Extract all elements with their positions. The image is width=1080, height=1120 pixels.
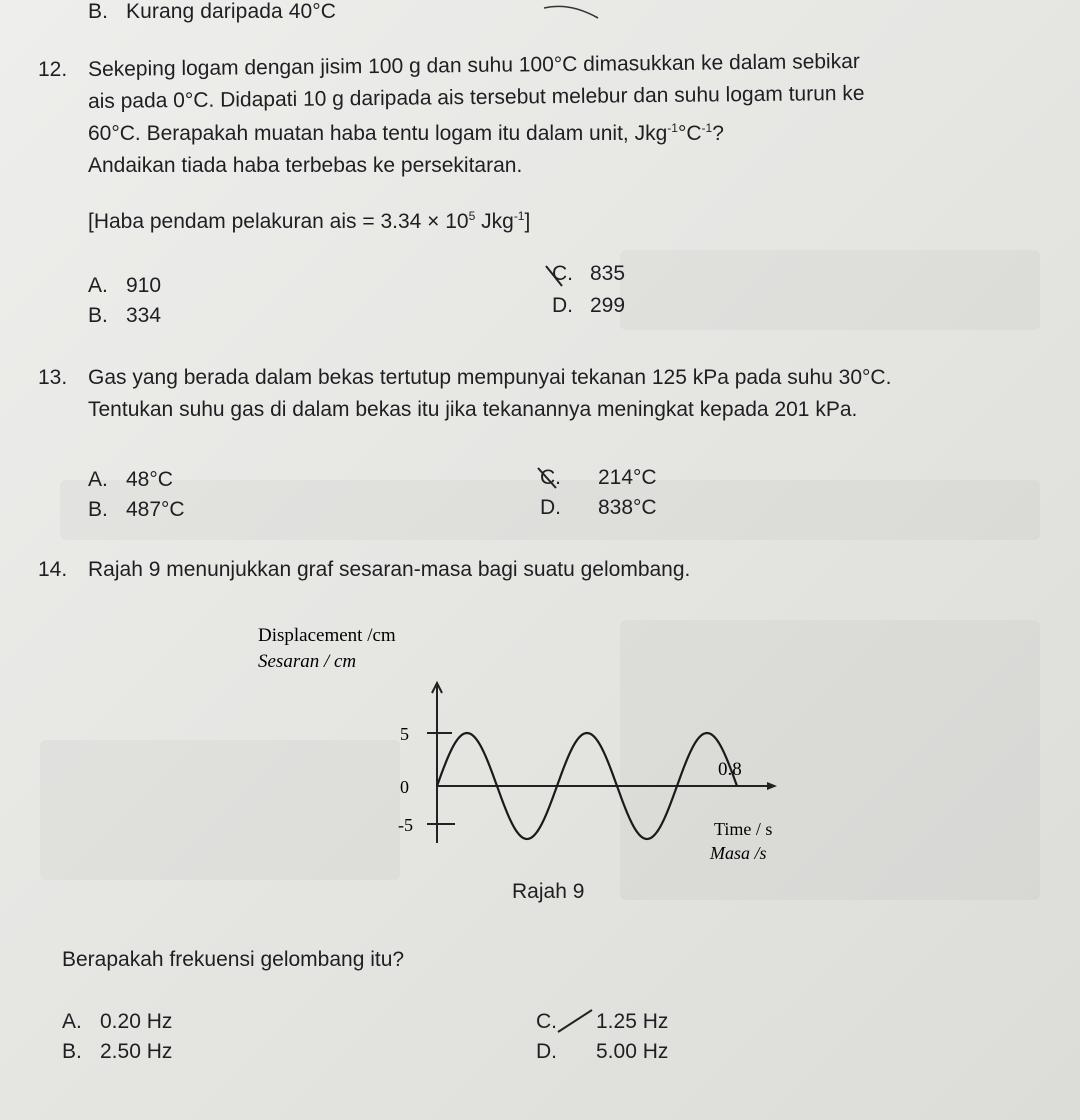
text-part: 60°C. Berapakah muatan haba tentu logam itu dalam unit, Jkg xyxy=(88,122,668,145)
option-a[interactable] xyxy=(88,468,173,492)
option-letter: C. xyxy=(552,262,573,285)
option-text: 48°C xyxy=(126,468,173,491)
option-text: 334 xyxy=(126,304,162,327)
option-text: 835 xyxy=(590,262,626,285)
option-letter: A. xyxy=(88,468,108,491)
displacement-time-graph xyxy=(240,615,800,875)
text-part: ] xyxy=(524,210,531,233)
question-text-line xyxy=(88,122,724,146)
text-part: [Haba pendam pelakuran ais = 3.34 × 10 xyxy=(88,210,469,233)
text-part: Jkg xyxy=(475,210,514,233)
tick-label-0: 0 xyxy=(400,777,409,797)
option-text: 299 xyxy=(590,294,626,317)
option-b[interactable] xyxy=(88,304,161,328)
option-text: 0.20 Hz xyxy=(100,1010,173,1033)
option-letter: D. xyxy=(540,496,561,519)
figure-caption: Rajah 9 xyxy=(512,880,585,903)
option-b[interactable] xyxy=(88,498,185,522)
option-text: 2.50 Hz xyxy=(100,1040,173,1063)
option-text: Kurang daripada 40°C xyxy=(126,0,337,23)
text-part: ? xyxy=(712,122,724,145)
question-text-line: Berapakah frekuensi gelombang itu? xyxy=(62,948,405,971)
question-text-line: Andaikan tiada haba terbebas ke persekitaran. xyxy=(88,154,523,177)
pen-mark-q13 xyxy=(530,462,570,502)
question-number: 14. xyxy=(38,558,68,581)
option-text: 487°C xyxy=(126,498,185,521)
option-letter: B. xyxy=(88,0,109,23)
question-text-line: Gas yang berada dalam bekas tertutup mempunyai tekanan 125 kPa pada suhu 30°C. xyxy=(88,366,892,389)
option-letter: B. xyxy=(62,1040,82,1063)
option-a[interactable] xyxy=(62,1010,172,1034)
superscript: -1 xyxy=(701,121,713,135)
superscript: -1 xyxy=(513,209,525,223)
pen-mark-q12 xyxy=(540,260,580,300)
option-letter: A. xyxy=(62,1010,82,1033)
option-letter: D. xyxy=(536,1040,557,1063)
y-axis-label-en: Displacement /cm xyxy=(258,625,396,646)
question-text-line: Sekeping logam dengan jisim 100 g dan suhu 100°C dimasukkan ke dalam sebikar xyxy=(87,49,860,81)
option-letter: C. xyxy=(536,1010,557,1033)
option-text: 1.25 Hz xyxy=(596,1010,669,1033)
text-part: °C xyxy=(677,122,702,145)
question-text-line: Rajah 9 menunjukkan graf sesaran-masa bagi suatu gelombang. xyxy=(88,558,691,581)
x-axis-label-ms: Masa /s xyxy=(710,843,767,863)
x-marker-label: 0.8 xyxy=(718,759,742,780)
question-number: 12. xyxy=(38,58,68,81)
pen-mark-q14 xyxy=(554,1004,614,1044)
superscript: -1 xyxy=(667,121,678,135)
tick-label-neg5: -5 xyxy=(398,815,413,835)
option-text: 910 xyxy=(126,274,162,297)
option-text: 5.00 Hz xyxy=(596,1040,669,1063)
question-text-line: ais pada 0°C. Didapati 10 g daripada ais tersebut melebur dan suhu logam turun ke xyxy=(87,81,865,113)
y-axis-label-ms: Sesaran / cm xyxy=(258,651,357,672)
q11-option-b xyxy=(88,0,336,24)
option-letter: A. xyxy=(88,274,108,297)
question-text-line: Tentukan suhu gas di dalam bekas itu jika tekanannya meningkat kepada 201 kPa. xyxy=(88,398,858,421)
option-b[interactable] xyxy=(62,1040,172,1064)
superscript: 5 xyxy=(468,209,476,223)
option-text: 838°C xyxy=(598,496,657,519)
x-axis-label-en: Time / s xyxy=(714,819,773,839)
question-number: 13. xyxy=(38,366,68,389)
option-letter: D. xyxy=(552,294,573,317)
x-axis-arrow xyxy=(767,782,777,790)
option-letter: B. xyxy=(88,304,108,327)
tick-label-5: 5 xyxy=(400,724,409,744)
option-letter: B. xyxy=(88,498,108,521)
given-data xyxy=(88,210,530,234)
pen-mark-top xyxy=(540,0,620,24)
option-letter: C. xyxy=(540,466,561,489)
option-a[interactable] xyxy=(88,274,161,298)
option-text: 214°C xyxy=(598,466,657,489)
